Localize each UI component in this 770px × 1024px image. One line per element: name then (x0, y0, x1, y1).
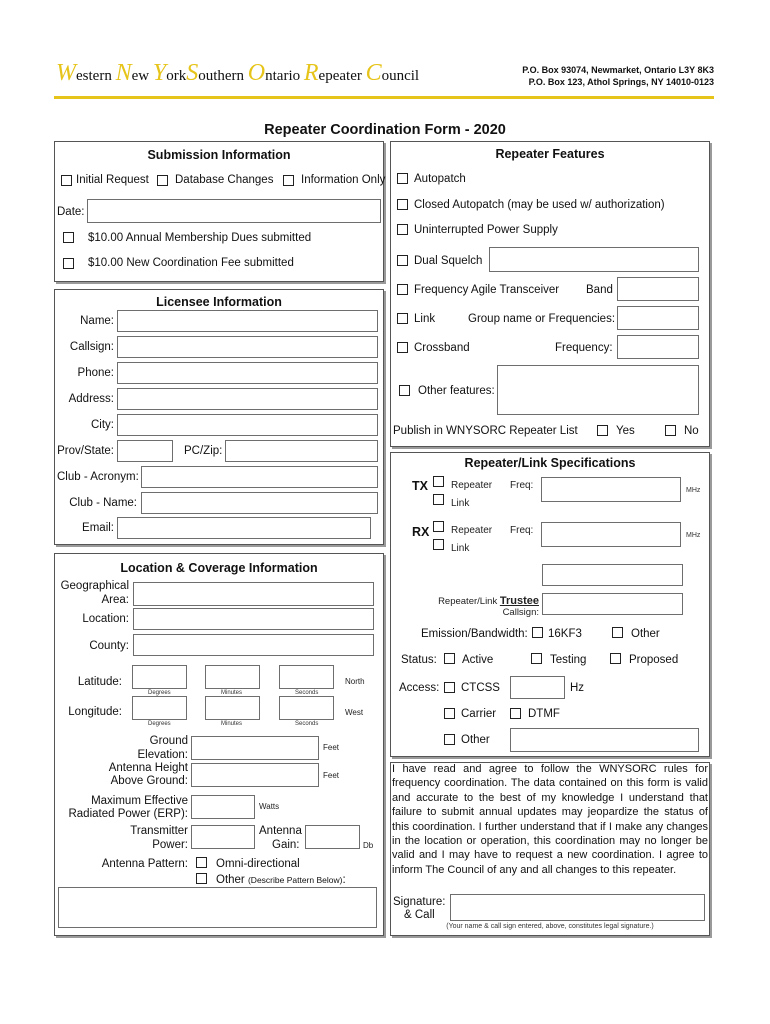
address-input[interactable] (117, 388, 378, 410)
membership-dues-label: $10.00 Annual Membership Dues submitted (88, 232, 312, 244)
trustee-title (420, 595, 539, 607)
other-features-input[interactable] (497, 365, 699, 415)
link-label: Link (414, 313, 436, 325)
initial-request-label: Initial Request (76, 174, 149, 186)
access-ctcss-checkbox[interactable] (444, 682, 455, 693)
pattern-description-input[interactable] (58, 887, 377, 928)
club-acronym-input[interactable] (141, 466, 378, 488)
status-testing-checkbox[interactable] (531, 653, 542, 664)
coordination-fee-label: $10.00 New Coordination Fee submitted (88, 257, 294, 269)
coordination-fee-checkbox[interactable] (63, 258, 74, 269)
location-input[interactable] (133, 608, 374, 630)
rx-freq-input[interactable] (541, 522, 681, 547)
publish-yes-label: Yes (616, 425, 635, 437)
callsign-label: Callsign: (69, 341, 114, 353)
emission-other-label: Other (631, 628, 660, 640)
phone-label: Phone: (77, 367, 114, 379)
information-only-checkbox[interactable] (283, 175, 294, 186)
longitude-minutes-input[interactable] (205, 696, 260, 720)
pattern-other-colon: : (342, 874, 346, 886)
tx-link-label: Link (451, 498, 470, 509)
ups-checkbox[interactable] (397, 224, 408, 235)
city-label: City: (91, 419, 114, 431)
date-label: Date: (57, 206, 85, 218)
lat-seconds-caption: Seconds (295, 690, 319, 696)
signature-note: (Your name & call sign entered, above, constitutes legal signature.) (446, 923, 654, 930)
form-title: Repeater Coordination Form - 2020 (264, 122, 506, 138)
geo-area-label-1: Geographical (60, 580, 129, 592)
watts-label: Watts (259, 802, 280, 811)
rx-freq-label: Freq: (510, 525, 534, 536)
ground-elevation-input[interactable] (191, 736, 319, 760)
database-changes-label: Database Changes (175, 174, 274, 186)
omni-label: Omni-directional (216, 858, 300, 870)
west-label: West (345, 708, 364, 717)
erp-label-2: Radiated Power (ERP): (68, 808, 188, 820)
agreement-text: I have read and agree to follow the WNYSORC rules for frequency coordination. The data contained on this form is valid and accurate to the best of my knowledge I understand that failure to submit annual updates may jeopardize the status of this coordination. I further understand that if I make any changes in the location or operation, this coordination may no longer be valid and I may have to request a new coordination. I agree to inform The Council of any and all changes to this repeater. (392, 763, 708, 876)
erp-input[interactable] (191, 795, 255, 819)
phone-input[interactable] (117, 362, 378, 384)
longitude-seconds-input[interactable] (279, 696, 334, 720)
lat-degrees-caption: Degrees (148, 690, 171, 696)
access-dtmf-label: DTMF (528, 708, 560, 720)
antenna-gain-input[interactable] (305, 825, 360, 849)
rx-repeater-label: Repeater (451, 525, 493, 536)
latitude-seconds-input[interactable] (279, 665, 334, 689)
antenna-height-label-1: Antenna Height (108, 762, 188, 774)
access-carrier-checkbox[interactable] (444, 708, 455, 719)
lon-seconds-caption: Seconds (295, 721, 319, 727)
council-word-rest: epeater (318, 68, 366, 84)
county-label: County: (89, 640, 129, 652)
name-input[interactable] (117, 310, 378, 332)
crossband-frequency-input[interactable] (617, 335, 699, 359)
pc-zip-input[interactable] (225, 440, 378, 462)
council-word-rest: ouncil (381, 68, 420, 84)
north-label: North (345, 677, 365, 686)
hz-label: Hz (570, 682, 585, 694)
trustee-prefix: Repeater/Link (438, 596, 500, 607)
tx-repeater-label: Repeater (451, 480, 493, 491)
freq-agile-checkbox[interactable] (397, 284, 408, 295)
access-other-label: Other (461, 734, 490, 746)
omni-checkbox[interactable] (196, 857, 207, 868)
header-rule (54, 96, 714, 99)
council-initial: N (115, 60, 132, 86)
other-features-label: Other features: (418, 385, 495, 397)
ground-feet-label: Feet (323, 743, 340, 752)
publish-no-checkbox[interactable] (665, 425, 676, 436)
tx-power-input[interactable] (191, 825, 255, 849)
features-title: Repeater Features (495, 147, 605, 161)
date-input[interactable] (87, 199, 381, 223)
ups-label: Uninterrupted Power Supply (414, 224, 558, 236)
city-input[interactable] (117, 414, 378, 436)
antenna-height-label-2: Above Ground: (110, 775, 188, 787)
council-initial: W (56, 60, 76, 86)
pattern-other-label (216, 874, 346, 886)
rx-repeater-checkbox[interactable] (433, 521, 444, 532)
rx-link-label: Link (451, 543, 470, 554)
signature-input[interactable] (450, 894, 705, 921)
tx-freq-input[interactable] (541, 477, 681, 502)
group-name-input[interactable] (617, 306, 699, 330)
rx-link-checkbox[interactable] (433, 539, 444, 550)
band-label: Band (586, 284, 613, 296)
prov-state-input[interactable] (117, 440, 173, 462)
trustee-word: Trustee (499, 595, 539, 607)
latitude-label: Latitude: (77, 676, 122, 688)
council-initial: Y (152, 60, 167, 86)
db-label: Db (363, 841, 374, 850)
trustee-callsign-label: Callsign: (502, 607, 539, 618)
club-name-label: Club - Name: (69, 497, 137, 509)
council-word-rest: outhern (198, 68, 248, 84)
access-other-input[interactable] (510, 728, 699, 752)
email-label: Email: (82, 522, 114, 534)
emission-16kf3-checkbox[interactable] (532, 627, 543, 638)
status-proposed-checkbox[interactable] (610, 653, 621, 664)
geo-area-label-2: Area: (101, 594, 129, 606)
council-word-rest: estern (76, 68, 116, 84)
autopatch-checkbox[interactable] (397, 173, 408, 184)
submission-title: Submission Information (147, 148, 291, 162)
county-input[interactable] (133, 634, 374, 656)
band-input[interactable] (617, 277, 699, 301)
access-dtmf-checkbox[interactable] (510, 708, 521, 719)
council-initial: O (247, 60, 266, 86)
ground-elevation-label-2: Elevation: (137, 749, 188, 761)
prov-state-label: Prov/State: (57, 445, 114, 457)
status-proposed-label: Proposed (629, 654, 679, 666)
lon-degrees-caption: Degrees (148, 721, 171, 727)
link-checkbox[interactable] (397, 313, 408, 324)
lat-minutes-caption: Minutes (221, 690, 243, 696)
antenna-gain-label-1: Antenna (259, 825, 302, 837)
council-initial: S (186, 60, 199, 86)
tx-repeater-checkbox[interactable] (433, 476, 444, 487)
tx-link-checkbox[interactable] (433, 494, 444, 505)
council-word-rest: ew (131, 68, 153, 84)
status-testing-label: Testing (550, 654, 587, 666)
freq-agile-label: Frequency Agile Transceiver (414, 284, 560, 296)
lon-minutes-caption: Minutes (221, 721, 243, 727)
licensee-title: Licensee Information (156, 295, 282, 309)
council-initial: C (365, 60, 382, 86)
publish-yes-checkbox[interactable] (597, 425, 608, 436)
emission-16kf3-label: 16KF3 (548, 628, 582, 640)
pc-zip-label: PC/Zip: (184, 445, 223, 457)
information-only-label: Information Only (301, 174, 386, 186)
email-input[interactable] (117, 517, 371, 539)
publish-no-label: No (684, 425, 699, 437)
address-line-2: P.O. Box 123, Athol Springs, NY 14010-0123 (528, 77, 714, 87)
dual-squelch-checkbox[interactable] (397, 255, 408, 266)
address-label: Address: (68, 393, 114, 405)
council-word-rest: ntario (265, 68, 304, 84)
membership-dues-checkbox[interactable] (63, 232, 74, 243)
access-carrier-label: Carrier (461, 708, 497, 720)
location-title: Location & Coverage Information (120, 561, 318, 575)
council-word-rest: ork (166, 68, 187, 84)
club-name-input[interactable] (141, 492, 378, 514)
autopatch-label: Autopatch (414, 173, 466, 185)
publish-label: Publish in WNYSORC Repeater List (393, 425, 578, 437)
callsign-input[interactable] (117, 336, 378, 358)
status-label: Status: (401, 654, 437, 666)
crossband-label: Crossband (414, 342, 470, 354)
ground-elevation-label-1: Ground (149, 735, 188, 747)
initial-request-checkbox[interactable] (61, 175, 72, 186)
access-label: Access: (399, 682, 440, 694)
tx-label: TX (412, 479, 428, 493)
emission-label: Emission/Bandwidth: (421, 628, 528, 640)
status-active-label: Active (462, 654, 494, 666)
council-name (56, 60, 419, 87)
trustee-callsign-input[interactable] (542, 593, 683, 615)
signature-label-2: & Call (404, 909, 435, 921)
erp-label-1: Maximum Effective (91, 795, 188, 807)
dual-squelch-input[interactable] (489, 247, 699, 272)
pattern-other-checkbox[interactable] (196, 873, 207, 884)
crossband-frequency-label: Frequency: (555, 342, 613, 354)
emission-other-checkbox[interactable] (612, 627, 623, 638)
club-acronym-label: Club - Acronym: (57, 471, 139, 483)
tx-freq-label: Freq: (510, 480, 534, 491)
longitude-label: Longitude: (68, 706, 122, 718)
access-other-checkbox[interactable] (444, 734, 455, 745)
geo-area-input[interactable] (133, 582, 374, 606)
longitude-degrees-input[interactable] (132, 696, 187, 720)
crossband-checkbox[interactable] (397, 342, 408, 353)
signature-label-1: Signature: (393, 896, 446, 908)
access-ctcss-label: CTCSS (461, 682, 500, 694)
closed-autopatch-checkbox[interactable] (397, 199, 408, 210)
name-label: Name: (80, 315, 114, 327)
latitude-minutes-input[interactable] (205, 665, 260, 689)
council-initial: R (303, 60, 319, 86)
pattern-other-text: Other (216, 874, 245, 886)
pattern-other-note: (Describe Pattern Below) (247, 875, 343, 885)
antenna-pattern-label: Antenna Pattern: (101, 858, 188, 870)
group-name-label: Group name or Frequencies: (468, 313, 616, 325)
tx-power-label-1: Transmitter (130, 825, 188, 837)
latitude-degrees-input[interactable] (132, 665, 187, 689)
rx-label: RX (412, 525, 430, 539)
specs-title: Repeater/Link Specifications (464, 456, 636, 470)
tx-mhz-label: MHz (686, 487, 701, 494)
database-changes-checkbox[interactable] (157, 175, 168, 186)
location-label: Location: (82, 613, 129, 625)
other-features-checkbox[interactable] (399, 385, 410, 396)
antenna-height-input[interactable] (191, 763, 319, 787)
tx-power-label-2: Power: (152, 839, 188, 851)
dual-squelch-label: Dual Squelch (414, 255, 483, 267)
rx-mhz-label: MHz (686, 532, 701, 539)
rl-callsign-input[interactable] (542, 564, 683, 586)
address-line-1: P.O. Box 93074, Newmarket, Ontario L3Y 8K3 (522, 65, 714, 75)
closed-autopatch-label: Closed Autopatch (may be used w/ authorization) (414, 199, 665, 211)
antenna-feet-label: Feet (323, 771, 340, 780)
antenna-gain-label-2: Gain: (272, 839, 300, 851)
status-active-checkbox[interactable] (444, 653, 455, 664)
ctcss-input[interactable] (510, 676, 565, 699)
